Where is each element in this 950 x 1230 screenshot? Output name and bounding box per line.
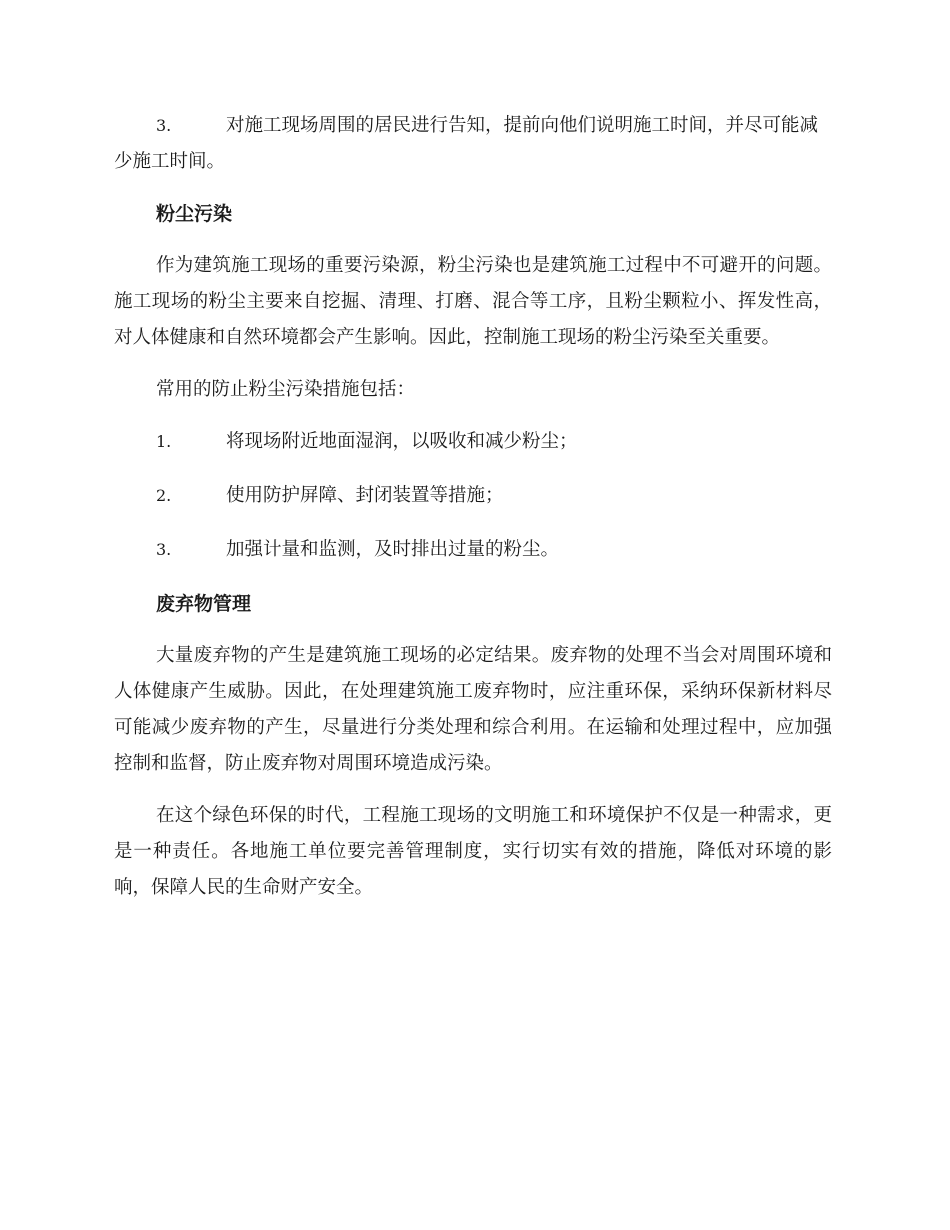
list-item-dust-3 [114,532,832,568]
paragraph-dust-intro: 作为建筑施工现场的重要污染源，粉尘污染也是建筑施工过程中不可避开的问题。施工现场的粉尘主要来自挖掘、清理、打磨、混合等工序，且粉尘颗粒小、挥发性高，对人体健康和自然环境都会产生影响。因此，控制施工现场的粉尘污染至关重要。 [114,255,832,348]
list-text: 对施工现场周围的居民进行告知，提前向他们说明施工时间，并尽可能减少施工时间。 [114,115,819,172]
list-text: 加强计量和监测，及时排出过量的粉尘。 [226,539,560,560]
document-body [114,108,832,922]
paragraph-dust-measures: 常用的防止粉尘污染措施包括： [156,379,416,400]
list-number: 3. [156,116,172,135]
list-item-dust-2 [114,478,832,514]
list-text: 使用防护屏障、封闭装置等措施； [226,485,504,506]
list-item-dust-1 [114,424,832,460]
paragraph-waste: 大量废弃物的产生是建筑施工现场的必定结果。废弃物的处理不当会对周围环境和人体健康产生威胁。因此，在处理建筑施工废弃物时，应注重环保，采纳环保新材料尽可能减少废弃物的产生，尽量进行分类处理和综合利用。在运输和处理过程中，应加强控制和监督，防止废弃物对周围环境造成污染。 [114,645,832,774]
list-item-noise-3 [114,108,832,180]
section-heading-dust: 粉尘污染 [156,203,233,225]
list-text: 将现场附近地面湿润，以吸收和减少粉尘； [226,431,578,452]
section-heading-waste: 废弃物管理 [156,593,252,615]
paragraph-conclusion: 在这个绿色环保的时代，工程施工现场的文明施工和环境保护不仅是一种需求，更是一种责任。各地施工单位要完善管理制度，实行切实有效的措施，降低对环境的影响，保障人民的生命财产安全。 [114,805,832,898]
list-number: 1. [156,432,172,451]
list-number: 2. [156,486,172,505]
list-number: 3. [156,540,172,559]
